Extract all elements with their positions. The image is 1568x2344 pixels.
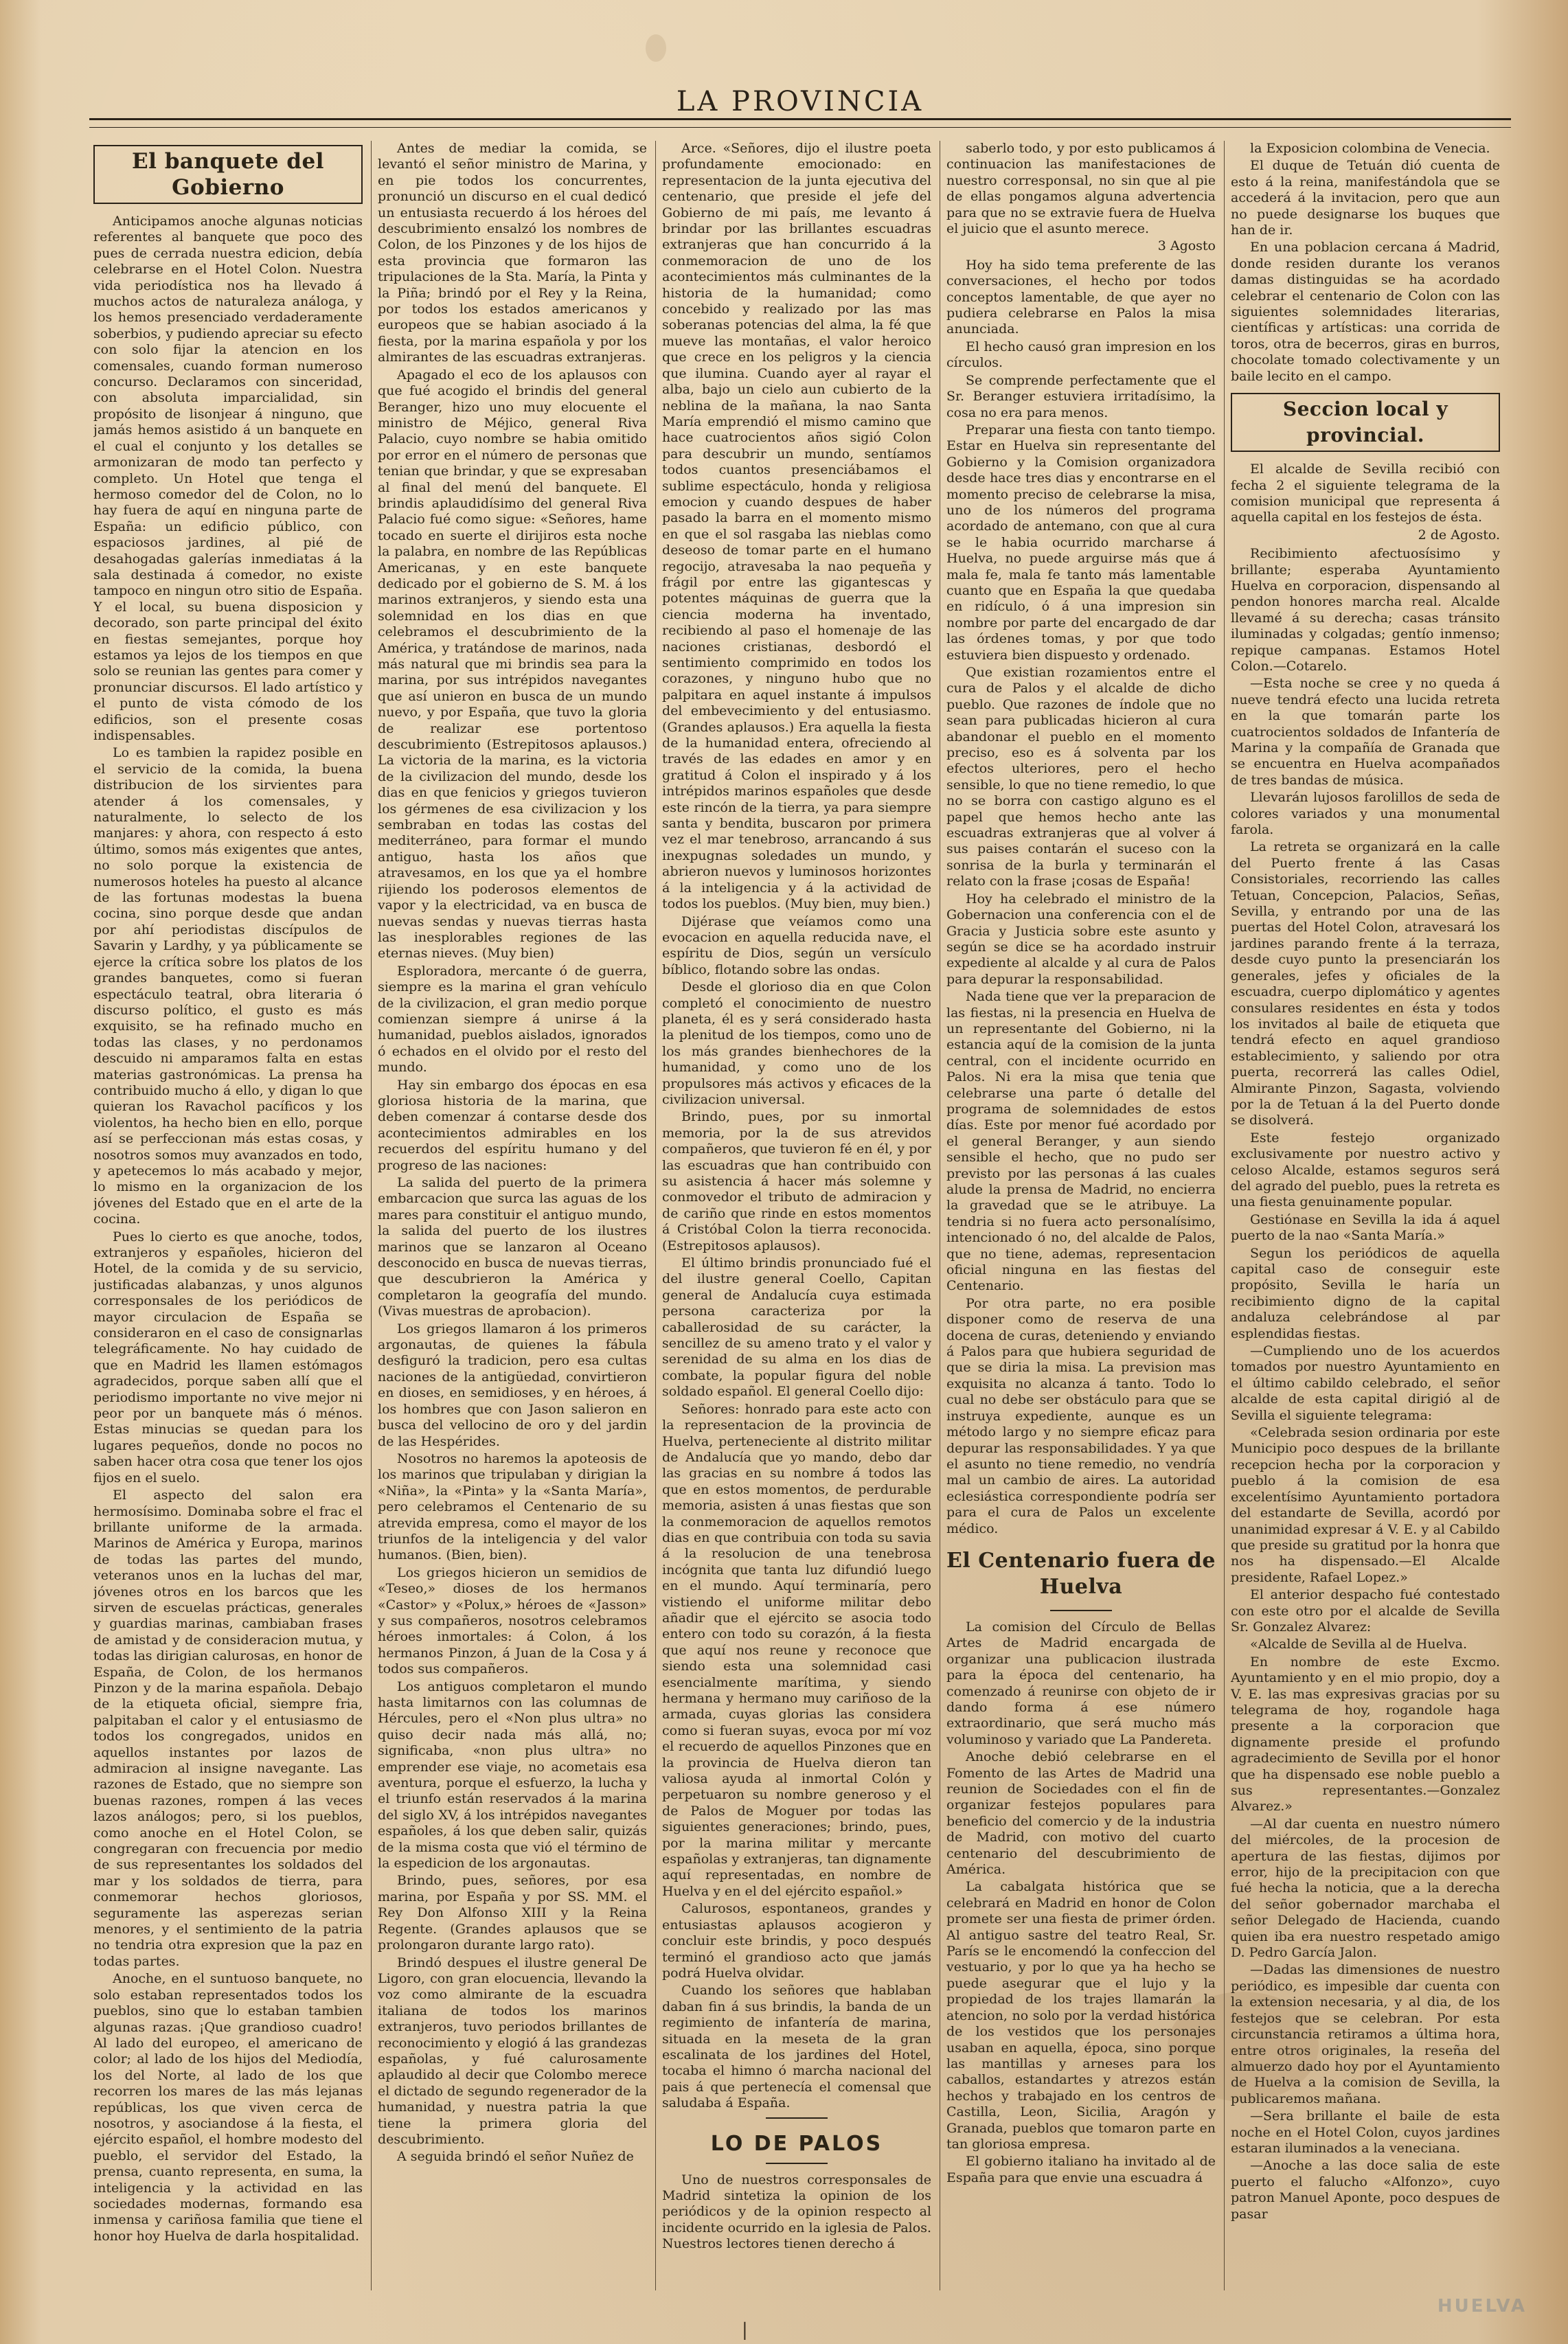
column-3: [662, 141, 931, 2294]
paragraph: Hoy ha celebrado el ministro de la Gobernacion una conferencia con el de Gracia y Justicia sobre este asunto y según se dice se ha acordado instruir expediente al alcalde y al cura de Palos para depurar la responsabilidad.: [946, 891, 1216, 987]
archive-watermark: HUELVA: [1437, 2296, 1527, 2317]
paragraph: Anoche, en el suntuoso banquete, no solo estaban representados todos los pueblos, sino que lo estaban tambien algunas razas. ¡Que grandioso cuadro! Al lado del europeo, el americano de color; al lado de los hijos del Mediodía, los del Norte, al lado de los que recorren los mares de las más lejanas repúblicas, los que viven cerca de nosotros, y asociandose á la fiesta, el ejército español, el hombre modesto del pueblo, el servidor del Estado, la prensa, cuanto representa, en suma, la inteligencia y la actividad en las sociedades modernas, formando esa inmensa y cariñosa familia que tiene el honor hoy Huelva de darla hospitalidad.: [93, 1971, 363, 2244]
paragraph: El último brindis pronunciado fué el del ilustre general Coello, Capitan general de Andalucía cuya estimada persona caracteriza por la caballerosidad de su carácter, la sencillez de su ameno trato y el valor y serenidad de su alma en los dias de combate, la popular figura del noble soldado español. El general Coello dijo:: [662, 1255, 931, 1400]
section-heading-local: Seccion local y provincial.: [1231, 393, 1500, 452]
paragraph: «Alcalde de Sevilla al de Huelva.: [1250, 1637, 1468, 1652]
paragraph: —Sera brillante el baile de esta noche en el Hotel Colon, cuyos jardines estaran iluminados a la veneciana.: [1231, 2108, 1500, 2156]
article-heading-lo-de-palos: LO DE PALOS: [710, 2131, 883, 2156]
paragraph: Desde el glorioso dia en que Colon completó el conocimiento de nuestro planeta, él es y será considerado hasta la plenitud de los tiempos, como uno de los más grandes bienhechores de la humanidad, y como uno de los propulsores más activos y eficaces de la civilizacion universal.: [662, 979, 931, 1107]
paragraph: El duque de Tetuán dió cuenta de esto á la reina, manifestándola que se accederá á la invitacion, pero que aun no puede designarse los buques que han de ir.: [1231, 158, 1500, 238]
paragraph: «Celebrada sesion ordinaria por este Municipio poco despues de la brillante recepcion hecha por la corporacion y pueblo á la comision de esa excelentísimo Ayuntamiento portadora del estandarte de Sevilla, acordó por unanimidad expresar á V. E. y al Cabildo que preside su gratitud por la honra que nos ha dispensado.—El Alcalde presidente, Rafael Lopez.»: [1231, 1425, 1500, 1585]
paragraph: —Anoche a las doce salia de este puerto el falucho «Alfonzo», cuyo patron Manuel Aponte, poco despues de pasar: [1231, 2158, 1500, 2222]
paragraph: —Cumpliendo uno de los acuerdos tomados por nuestro Ayuntamiento en el último cabildo celebrado, el señor alcalde de esta capital dirigió al de Sevilla el siguiente telegrama:: [1231, 1343, 1500, 1423]
paragraph: Arce. «Señores, dijo el ilustre poeta profundamente emocionado: en representacion de la junta ejecutiva del centenario, que preside el jefe del Gobierno de mi país, me levanto á brindar por las brillantes escuadras extranjeras que han concurrido á la conmemoracion de uno de los acontecimientos más culminantes de la historia de la humanidad; como concebido y realizado por las mas soberanas potencias del alma, la fé que mueve las montañas, el valor heroico que crece en los peligros y la ciencia que ilumina. Cuando ayer al rayar el alba, bajo un cielo aun cubierto de la neblina de la mañana, la nao Santa María emprendió el mismo camino que hace cuatrocientos años sigió Colon para descubrir un mundo, sentíamos todos cuantos presenciábamos el sublime espectáculo, honda y religiosa emocion y cuando despues de haber pasado la barra en el momento mismo en que el sol rasgaba las nieblas como deseoso de tomar parte en el humano regocijo, atravesaba la nao pequeña y frágil por entre las gigantescas y potentes máquinas de guerra que la ciencia moderna ha inventado, recibiendo al paso el homenaje de las naciones cristianas, desbordó el sentimiento comprimido en todos los corazones, y ninguno hubo que no palpitara en aquel instante á impulsos del embevecimiento y del entusiasmo. (Grandes aplausos.) Era aquella la fiesta de la humanidad entera, ofreciendo al través de las edades en amor y en gratitud á Colon el inspirado y á los intrépidos marinos españoles que desde este rincón de la tierra, ya para siempre santa y bendita, buscaron por primera vez el mar tenebroso, arrancando á sus inexpugnas soledades un mundo, y abrieron nuevos y luminosos horizontes á la inteligencia y á la actividad de todos los pueblos. (Muy bien, muy bien.): [662, 141, 931, 912]
paragraph: Gestiónase en Sevilla la ida á aquel puerto de la nao «Santa María.»: [1231, 1211, 1500, 1244]
paragraph: Este festejo organizado exclusivamente por nuestro activo y celoso Alcalde, estamos seguros será del agrado del pueblo, pues la retreta es una fiesta genuinamente popular.: [1231, 1130, 1500, 1210]
paragraph: Lo es tambien la rapidez posible en el servicio de la comida, la buena distribucion de los sirvientes para atender á los comensales, y naturalmente, lo selecto de los manjares: y ahora, con respecto á esto último, somos más exigentes que antes, no solo porque la existencia de numerosos hoteles ha puesto al alcance de las fortunas modestas la buena cocina, sino porque desde que andan por ahí periodistas discípulos de Savarin y Lardhy, y ya públicamente se ejerce la crítica sobre los platos de los grandes banquetes, como si fueran espectáculo teatral, obra literaria ó discurso político, el gusto es más exquisito, se ha refinado mucho en todas las clases, y no perdonamos descuido ni amparamos falta en estas materias gastronómicas. La prensa ha contribuido mucho á ello, y digan lo que quieran los Ravachol pacíficos y los violentos, ha hecho bien en ello, porque así se perfeccionan más estas cosas, y nosotros somos muy avanzados en todo, y apetecemos lo más acabado y mejor, lo mismo en la organizacion de los jóvenes del Estado que en el arte de la cocina.: [93, 745, 363, 1227]
paragraph: El hecho causó gran impresion en los círculos.: [946, 339, 1216, 371]
article-heading-banquete: El banquete del Gobierno: [93, 145, 363, 204]
paragraph: Preparar una fiesta con tanto tiempo. Estar en Huelva sin representante del Gobierno y la Comision organizadora desde hace tres dias y encontrarse en el momento preciso de celebrarse la misa, uno de los números del programa acordado de antemano, con que al cura se le habia ocurrido marcharse á Huelva, no puede arguirse más que á mala fe, mala fe tanto más lamentable cuanto que en España la que quedaba en ridículo, ó á una impresion sin nombre por parte del encargado de dar las órdenes tomas, y por que todo estuviera bien dispuesto y ordenado.: [946, 422, 1216, 663]
paragraph: Esploradora, mercante ó de guerra, siempre es la marina el gran vehículo de la civilizacion, el gran medio porque comienzan siempre á unirse á la humanidad, pueblos aislados, ignorados ó echados en el olvido por el resto del mundo.: [378, 963, 647, 1076]
paragraph: La retreta se organizará en la calle del Puerto frente á las Casas Consistoriales, recorriendo las calles Tetuan, Concepcion, Palacios, Señas, Sevilla, y entrando por una de las puertas del Hotel Colon, atravesará los jardines parando frente á la terraza, desde cuyo punto la presenciarán los generales, jefes y oficiales de la escuadra, cuerpo diplomático y agentes consulares residentes en ésta y todos los invitados al baile de etiqueta que tendrá efecto en aquel grandioso establecimiento, y saliendo por otra puerta, recorrerá las calles Odiel, Almirante Pinzon, Sagasta, volviendo por la de Tetuan á la del Puerto donde se disolverá.: [1231, 839, 1500, 1128]
column-divider: [1224, 141, 1225, 2290]
column-divider: [655, 141, 656, 2290]
paragraph: Anticipamos anoche algunas noticias referentes al banquete que poco des pues de cerrada nuestra edicion, debía celebrarse en el Hotel Colon. Nuestra vida periodística nos ha llevado á muchos actos de naturaleza análoga, y los hemos presenciado verdaderamente soberbios, y pudiendo apreciar su efecto con solo fijar la atencion en los comensales, cuando forman numeroso concurso. Declaramos con sinceridad, con absoluta imparcialidad, sin propósito de lisonjear á ninguno, que jamás hemos asistido á un banquete en el cual el conjunto y los detalles se armonizaran de modo tan perfecto y completo. Un Hotel que tenga el hermoso comedor del de Colon, no lo hay fuera de aquí en ninguna parte de España: un edificio público, con espaciosos jardines, al pié de desahogadas galerías inmediatas á la sala destinada á comedor, no existe tampoco en ningun otro sitio de España. Y el local, su buena disposicion y decorado, son parte principal del éxito en fiestas semejantes, porque hoy estamos ya lejos de los tiempos en que solo se reunian las gentes para comer y pronunciar discursos. El lado artístico y el punto de vista cómodo de los edificios, son el presente cosas indispensables.: [93, 214, 363, 743]
article-heading-centenario: El Centenario fuera de Huelva: [946, 1548, 1216, 1599]
paragraph: Calurosos, espontaneos, grandes y entusiastas aplausos acogieron y concluir este brindis, y poco después terminó el grandioso acto que jamás podrá Huelva olvidar.: [662, 1901, 931, 1981]
paragraph: El anterior despacho fué contestado con este otro por el alcalde de Sevilla Sr. Gonzalez Alvarez:: [1231, 1587, 1500, 1635]
section-rule: [1050, 1610, 1112, 1611]
paragraph: La cabalgata histórica que se celebrará en Madrid en honor de Colon promete ser una fiesta de primer órden. Al antiguo sastre del teatro Real, Sr. París se le encomendó la confeccion del vestuario, y por lo que ya ha hecho se puede asegurar que el lujo y la propiedad de los trajes llamarán la atencion, no solo por la verdad histórica de los vestidos que los personajes usaban en aquella, época, sino porque las mantillas y arneses para los caballos, estandartes y atrezos están hechos y trabajado en los centros de Castilla, Leon, Sicilia, Aragón y Granada, pueblos que tomaron parte en tan gloriosa empresa.: [946, 1879, 1216, 2152]
paragraph: Segun los periódicos de aquella capital caso de conseguir este propósito, Sevilla le haría un recibimiento digno de la capital andaluza celebrándose al par esplendidas fiestas.: [1231, 1245, 1500, 1341]
paragraph: Hoy ha sido tema preferente de las conversaciones, el hecho por todos conceptos lamentable, de que ayer no pudiera celebrarse en Palos la misa anunciada.: [946, 257, 1216, 337]
paragraph: Recibimiento afectuosísimo y brillante; esperaba Ayuntamiento Huelva en corporacion, dispensando al pendon honores marcha real. Alcalde llevamé á su derecha; casas tránsito iluminadas y colgadas; gentío inmenso; repique campanas. Estamos Hotel Colon.—Cotarelo.: [1231, 546, 1500, 674]
paragraph: Brindó despues el ilustre general De Ligoro, con gran elocuencia, llevando la voz como almirante de la escuadra italiana de todos los marinos extranjeros, tuvo periodos brillantes de reconocimiento y elogió á las grandezas españolas, y fué calurosamente aplaudido al decir que Colombo merece el dictado de segundo regenerador de la humanidad, y nuestra patria la que tiene la primera gloria del descubrimiento.: [378, 1955, 647, 2147]
paragraph: Cuando los señores que hablaban daban fin á sus brindis, la banda de un regimiento de infantería de marina, situada en la meseta de la gran escalinata de los jardines del Hotel, tocaba el himno ó marcha nacional del pais á que pertenecía el comensal que saludaba á España.: [662, 1983, 931, 2111]
paragraph: El alcalde de Sevilla recibió con fecha 2 el siguiente telegrama de la comision municipal que representa á aquella capital en los festejos de ésta.: [1231, 462, 1500, 525]
paragraph: Hay sin embargo dos épocas en esa gloriosa historia de la marina, que deben comenzar á contarse desde dos acontecimientos admirables en los recuerdos del espíritu humano y del progreso de las naciones:: [378, 1077, 647, 1173]
paragraph: El aspecto del salon era hermosísimo. Dominaba sobre el frac el brillante uniforme de la armada. Marinos de América y Europa, marinos de todas las partes del mundo, veteranos unos en la luchas del mar, jóvenes otros en los barcos que les sirven de escuelas prácticas, generales y guardias marinas, cambiaban frases de amistad y de consideracion mutua, y todas las dirigian calurosas, en honor de España, de Colon, de los hermanos Pinzon y de la marina española. Debajo de la etiqueta oficial, siempre fria, palpitaban el calor y el entusiasmo de todos los congregados, unidos en aquellos instantes por lazos de admiracion al insigne navegante. Las razones de Estado, que no siempre son buenas razones, rompen á las veces lazos análogos; pero, si los pueblos, como anoche en el Hotel Colon, se congregaran con frecuencia por medio de sus representantes los soldados del mar y los soldados de tierra, para conmemorar hechos gloriosos, seguramente las asperezas serian menores, y el sentimiento de la patria no tendria otra expresion que la paz en todas partes.: [93, 1488, 363, 1969]
paragraph: Nosotros no haremos la apoteosis de los marinos que tripulaban y dirigian la «Niña», la «Pinta» y la «Santa María», pero celebramos el Centenario de su atrevida empresa, como el mayor de los triunfos de la inteligencia y del valor humanos. (Bien, bien).: [378, 1450, 647, 1563]
paragraph: Que existian rozamientos entre el cura de Palos y el alcalde de dicho pueblo. Que razones de índole que no sean para publicadas hicieron al cura abandonar el pueblo en el momento preciso, eso es á solventa par los efectos ulteriores, pero el hecho sensible, lo que no tiene remedio, lo que no se borra con castigo alguno es el papel que hemos hecho ante las escuadras extranjeras que al volver á sus paises contarán el suceso con la sonrisa de la burla y terminarán el relato con la frase ¡cosas de España!: [946, 665, 1216, 889]
dateline: 3 Agosto: [1157, 238, 1216, 254]
paragraph: El gobierno italiano ha invitado al de España para que envie una escuadra á: [946, 2154, 1216, 2185]
column-1: [93, 141, 363, 2294]
section-rule: [766, 2117, 828, 2119]
paragraph: En nombre de este Excmo. Ayuntamiento y en el mio propio, doy a V. E. las mas expresivas gracias por su telegrama de hoy, rogandole haga presente a la corporacion que dignamente preside el profundo agradecimiento de Sevilla por el honor que ha dispensado ese noble pueblo a sus representantes.—Gonzalez Alvarez.»: [1231, 1654, 1500, 1814]
paragraph: saberlo todo, y por esto publicamos á continuacion las manifestaciones de nuestro corresponsal, no sin que al pie de ellas pongamos alguna advertencia para que no se extravie fuera de Huelva el juicio que el asunto merece.: [946, 141, 1216, 237]
paragraph: —Esta noche se cree y no queda á nueve tendrá efecto una lucida retreta en la que tomarán parte los cuatrocientos soldados de Infantería de Marina y la compañía de Granada que se encuentra en Huelva acompañados de tres bandas de música.: [1231, 676, 1500, 788]
paragraph: Nada tiene que ver la preparacion de las fiestas, ni la presencia en Huelva de un representante del Gobierno, ni la estancia aquí de la comision de la junta central, con el incidente ocurrido en Palos. Ni era la misa que tenia que celebrarse una parte ó detalle del programa de solemnidades de estos días. Este por menor fué acordado por el general Beranger, y aun siendo sensible el hecho, que no pudo ser previsto por las personas á las cuales alude la prensa de Madrid, no encierra la gravedad que se le atribuye. La tendria si no fuera acto personalísimo, intencionado ó no, del alcalde de Palos, que no tiene, ademas, representacion oficial ninguna en las fiestas del Centenario.: [946, 989, 1216, 1294]
paragraph: —Al dar cuenta en nuestro número del miércoles, de la procesion de apertura de las fiestas, dijimos por error, hijo de la precipitacion con que fué hecha la noticia, que a la derecha del señor gobernador marchaba el señor Delegado de Hacienda, cuando quien iba era nuestro respetado amigo D. Pedro García Jalon.: [1231, 1816, 1500, 1961]
column-5: [1231, 141, 1500, 2294]
ink-stain: [646, 34, 666, 62]
paragraph: Uno de nuestros corresponsales de Madrid sintetiza la opinion de los periódicos y de la opinion respecto al incidente ocurrido en la iglesia de Palos. Nuestros lectores tienen derecho á: [662, 2172, 931, 2252]
section-rule: [766, 2163, 828, 2164]
paragraph: A seguida brindó el señor Nuñez de: [397, 2149, 634, 2165]
paragraph: Apagado el eco de los aplausos con que fué acogido el brindis del general Beranger, hizo uno muy elocuente el ministro de Méjico, general Riva Palacio, cuyo nombre se habia omitido por error en el número de personas que tenian que brindar, y que se expresaban al final del menú del banquete. El brindis aplaudidísimo del general Riva Palacio fué como sigue: «Señores, hame tocado en suerte el dirijiros esta noche la palabra, en nombre de las Repúblicas Americanas, y en este banquete dedicado por el gobierno de S. M. á los marinos extranjeros, y siendo esta una solemnidad en los dias en que celebramos el descubrimiento de la América, y tratándose de marinos, nada más natural que mi brindis sea para la marina, por sus intrépidos navegantes que así unieron en busca de un mundo nuevo, y por España, que tuvo la gloria de realizar ese portentoso descubrimiento (Estrepitosos aplausos.) La victoria de la marina, es la victoria de la civilizacion del mundo, desde los dias en que fenicios y griegos tuvieron los gérmenes de esa civilizacion y los sembraban en todas las costas del mediterráneo, para formar el mundo antiguo, hasta los años que atravesamos, en los que ya el hombre rijiendo los poderosos elementos de vapor y la electricidad, va en busca de nuevas sendas y nuevas tierras hasta las inesplorables regiones de las eternas nieves. (Muy bien): [378, 367, 647, 962]
paragraph: Los griegos hicieron un semidios de «Teseo,» dioses de los hermanos «Castor» y «Polux,» héroes de «Jasson» y sus compañeros, nosotros celebramos héroes inmortales: á Colon, á los hermanos Pinzon, á Juan de la Cosa y á todos sus compañeros.: [378, 1564, 647, 1677]
paragraph: la Exposicion colombina de Venecia.: [1250, 141, 1490, 156]
paragraph: Pues lo cierto es que anoche, todos, extranjeros y españoles, hicieron del Hotel, de la comida y de su servicio, justificadas alabanzas, y unos algunos corresponsales de los periódicos de mayor circulacion de España se consideraron en el caso de consignarlas telegráficamente. No hay cuidado de que en Madrid les llamen estómagos agradecidos, porque saben allí que el periodismo importante no vive mejor ni peor por un banquete más ó ménos. Estas minucias se quedan para los lugares pequeños, donde no pocos no saben hacer otra cosa que tener los ojos fijos en el suelo.: [93, 1229, 363, 1486]
paragraph: Brindo, pues, por su inmortal memoria, por la de sus atrevidos compañeros, que tuvieron fé en él, y por las escuadras que han contribuido con su asistencia á hacer más solemne y conmovedor el tributo de admiracion y de cariño que rinde en estos momentos á Cristóbal Colon la tierra reconocida. (Estrepitosos aplausos).: [662, 1109, 931, 1253]
dateline: 2 de Agosto.: [1418, 527, 1500, 543]
paragraph: Los griegos llamaron á los primeros argonautas, de quienes la fábula desfiguró la tradicion, pero esa cultas naciones de la antigüedad, convirtieron en dioses, en semidioses, y en héroes, á los hombres que con Jason salieron en busca del vellocino de oro y del jardin de las Hespérides.: [378, 1321, 647, 1449]
page-foot-mark: |: [742, 2320, 748, 2341]
column-2: [378, 141, 647, 2294]
column-4: [946, 141, 1216, 2294]
paragraph: Por otra parte, no era posible disponer como de reserva de una docena de curas, deteniendo y enviando á Palos para que hubiera seguridad de que se diria la misa. La prevision mas exquisita no alcanza á tanto. Todo lo cual no debe ser obstáculo para que se instruya expediente, aunque es un método largo y no siempre eficaz para depurar las responsabilidades. Y ya que el asunto no tiene remedio, no vendría mal un cambio de aires. La autoridad eclesiástica correspondiente podría ser para el cura de Palos un excelente médico.: [946, 1295, 1216, 1536]
paragraph: La salida del puerto de la primera embarcacion que surca las aguas de los mares para constituir el antiguo mundo, la salida del puerto de los ilustres marinos que se lanzaron al Oceano desconocido en busca de nuevas tierras, que descubrieron la América y completaron la geografía del mundo. (Vivas muestras de aprobacion).: [378, 1175, 647, 1319]
paragraph: Anoche debió celebrarse en el Fomento de las Artes de Madrid una reunion de Sociedades con el fin de organizar festejos populares para beneficio del comercio y de la industria de Madrid, con motivo del cuarto centenario del descubrimiento de América.: [946, 1749, 1216, 1878]
paragraph: Se comprende perfectamente que el Sr. Beranger estuviera irritadísimo, la cosa no era para menos.: [946, 372, 1216, 420]
paragraph: Antes de mediar la comida, se levantó el señor ministro de Marina, y en pie todos los concurrentes, pronunció un discurso en el cual dedicó un entusiasta recuerdo á los héroes del descubrimiento ensalzó los nombres de Colon, de los Pinzones y de los hijos de esta provincia que formaron las tripulaciones de la Sta. María, la Pinta y la Piña; brindó por el Rey y la Reina, por todos los estados americanos y europeos que se habian asociado á la fiesta, por la marina española y por los almirantes de las escuadras extranjeras.: [378, 141, 647, 365]
paragraph: Señores: honrado para este acto con la representacion de la provincia de Huelva, perteneciente al distrito militar de Andalucía que yo mando, debo dar las gracias en su nombre á todos las que en estos momentos, de perdurable memoria, asisten á unas fiestas que son la conmemoracion de aquellos remotos dias en que contribuia con toda su savia á la resolucion de una tenebrosa incógnita que tanta luz difundió luego en el mundo. Aquí terminaría, pero vistiendo el uniforme militar debo añadir que el ejército se asocia todo entero con todo su corazón, á la fiesta que aquí nos reune y reconoce que siendo esta una solemnidad casi esencialmente marítima, y siendo hermana y hermano muy cariñoso de la armada, cuyas glorias las considera como si fueran suyas, evoca por mí voz el recuerdo de aquellos Pinzones que en la provincia de Huelva dieron tan valiosa ayuda al inmortal Colón y perpetuaron su nombre generoso y el de Palos de Moguer por todas las siguientes generaciones; brindo, pues, por la marina militar y mercante españolas y extranjeras, tan dignamente aquí representadas, en nombre de Huelva y en el del ejército español.»: [662, 1401, 931, 1899]
masthead-title: LA PROVINCIA: [676, 86, 924, 117]
column-divider: [371, 141, 372, 2290]
paragraph: Los antiguos completaron el mundo hasta limitarnos con las columnas de Hércules, pero el «Non plus ultra» no quiso decir nada más allá, no; significaba, «non plus ultra» no emprender ese viaje, no acometais esa aventura, porque el esfuerzo, la lucha y el triunfo están reservados á la marina del siglo XV, á los intrépidos navegantes españoles, á los que deben salir, quizás de la misma costa que vió el término de la espedicion de los argonautas.: [378, 1679, 647, 1871]
paragraph: Brindo, pues, señores, por esa marina, por España y por SS. MM. el Rey Don Alfonso XIII y la Reina Regente. (Grandes aplausos que se prolongaron durante largo rato).: [378, 1873, 647, 1953]
paragraph: En una poblacion cercana á Madrid, donde residen durante los veranos damas distinguidas se ha acordado celebrar el centenario de Colon con las siguientes solemnidades literarias, científicas y artísticas: una corrida de toros, otra de becerros, giras en burros, chocolate tomado colectivamente y un baile lecito en el campo.: [1231, 240, 1500, 384]
paragraph: Llevarán lujosos farolillos de seda de colores variados y una monumental farola.: [1231, 790, 1500, 838]
masthead-rule: [89, 118, 1511, 128]
paragraph: —Dadas las dimensiones de nuestro periódico, es impesible dar cuenta con la extension necesaria, y al dia, de los festejos que se celebran. Por esta circunstancia retiramos a última hora, entre otros originales, la reseña del almuerzo dado hoy por el Ayuntamiento de Huelva a la comision de Sevilla, la publicaremos mañana.: [1231, 1962, 1500, 2106]
paragraph: La comision del Círculo de Bellas Artes de Madrid encargada de organizar una publicacion ilustrada para la época del centenario, ha comenzado á reunirse con objeto de ir dando forma á ese número extraordinario, que será mucho más voluminoso y variado que La Pandereta.: [946, 1619, 1216, 1747]
paragraph: Dijérase que veíamos como una evocacion en aquella reducida nave, el espíritu de Dios, según un versículo bíblico, flotando sobre las ondas.: [662, 913, 931, 977]
